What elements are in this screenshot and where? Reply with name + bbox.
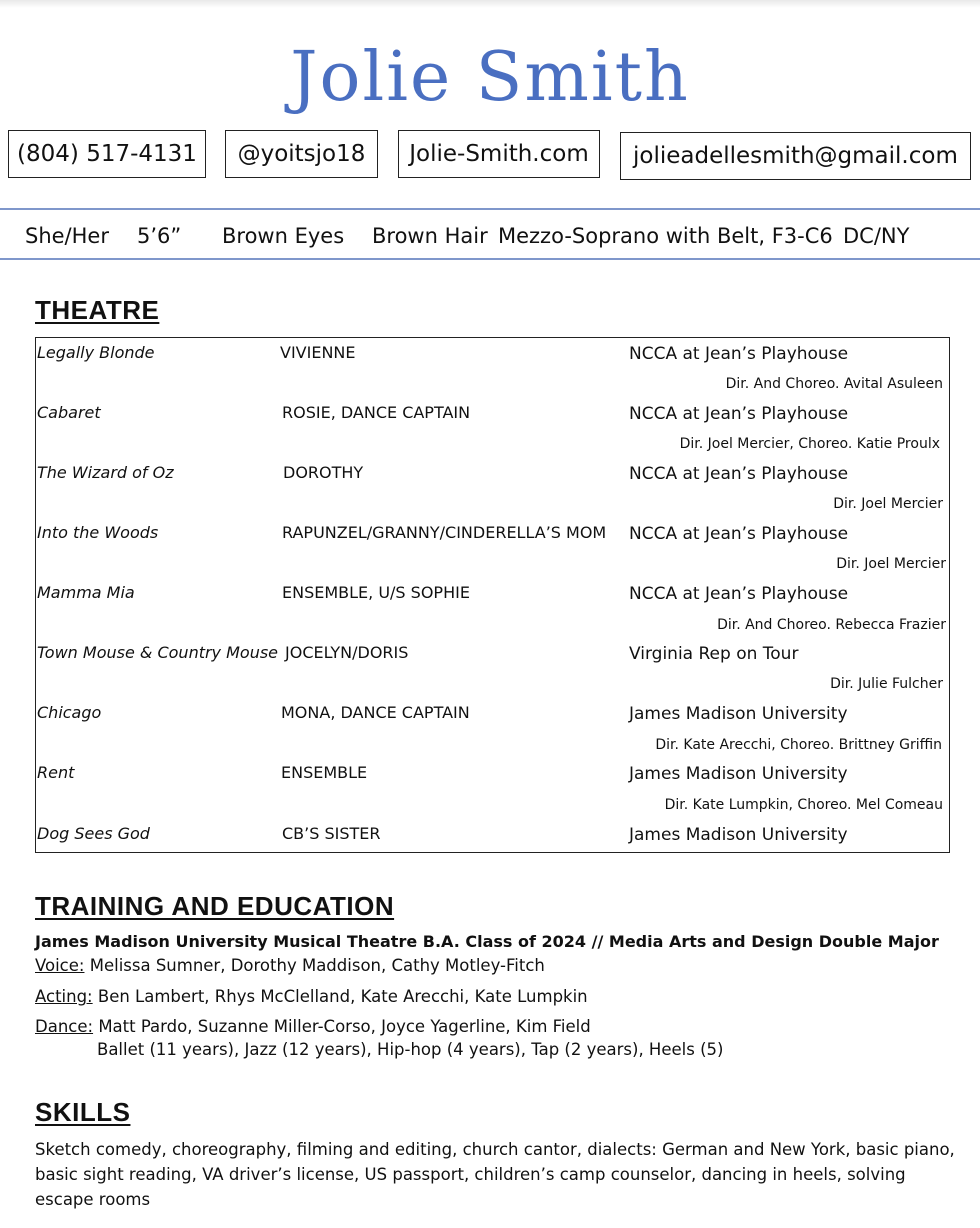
credit-role: ROSIE, DANCE CAPTAIN	[282, 403, 471, 422]
credit-venue: NCCA at Jean’s Playhouse	[629, 584, 849, 604]
theatre-credits-table	[35, 337, 950, 853]
stat-voice-range: Mezzo-Soprano with Belt, F3-C6	[498, 224, 833, 248]
acting-teachers: Ben Lambert, Rhys McClelland, Kate Arecchi, Kate Lumpkin	[97, 987, 588, 1006]
stat-eyes: Brown Eyes	[222, 224, 345, 248]
credit-venue: NCCA at Jean’s Playhouse	[629, 344, 849, 364]
contact-website[interactable]: Jolie-Smith.com	[398, 130, 600, 178]
credit-venue: James Madison University	[629, 825, 848, 845]
credit-show: Dog Sees God	[37, 824, 150, 843]
credit-director: Dir. And Choreo. Rebecca Frazier	[717, 617, 946, 633]
credit-role: RAPUNZEL/GRANNY/CINDERELLA’S MOM	[282, 523, 607, 542]
degree-line: James Madison University Musical Theatre B.A. Class of 2024 // Media Arts and Design Double Major	[35, 932, 939, 951]
theatre-heading: THEATRE	[35, 295, 160, 325]
credit-director: Dir. Kate Arecchi, Choreo. Brittney Griffin	[655, 737, 942, 753]
training-heading: TRAINING AND EDUCATION	[35, 891, 395, 921]
credit-show: Legally Blonde	[37, 343, 155, 362]
stat-location: DC/NY	[843, 224, 910, 248]
dance-label: Dance:	[35, 1017, 94, 1036]
credit-show: Into the Woods	[37, 523, 159, 542]
skills-heading: SKILLS	[35, 1097, 131, 1127]
credit-director: Dir. Joel Mercier	[833, 496, 943, 512]
credit-show: The Wizard of Oz	[37, 463, 174, 482]
voice-label: Voice:	[35, 956, 85, 975]
stat-hair: Brown Hair	[372, 224, 488, 248]
credit-show: Cabaret	[37, 403, 101, 422]
credit-venue: NCCA at Jean’s Playhouse	[629, 524, 849, 544]
credit-director: Dir. Julie Fulcher	[830, 676, 943, 692]
dance-training	[35, 1016, 591, 1038]
credit-director: Dir. Joel Mercier, Choreo. Katie Proulx	[679, 436, 940, 452]
credit-role: VIVIENNE	[280, 343, 356, 362]
page-top-shadow	[0, 0, 980, 8]
credit-director: Dir. Kate Lumpkin, Choreo. Mel Comeau	[664, 797, 943, 813]
credit-venue: NCCA at Jean’s Playhouse	[629, 404, 849, 424]
acting-training	[35, 986, 588, 1008]
resume-name: Jolie Smith	[290, 38, 690, 117]
voice-teachers: Melissa Sumner, Dorothy Maddison, Cathy Motley-Fitch	[89, 956, 545, 975]
stat-pronouns: She/Her	[25, 224, 109, 248]
credit-show: Rent	[37, 763, 75, 782]
credit-venue: NCCA at Jean’s Playhouse	[629, 464, 849, 484]
credit-role: ENSEMBLE, U/S SOPHIE	[282, 583, 470, 602]
credit-director: Dir. And Choreo. Avital Asuleen	[725, 376, 943, 392]
acting-label: Acting:	[35, 987, 93, 1006]
contact-social-handle[interactable]: @yoitsjo18	[225, 130, 378, 178]
credit-venue: James Madison University	[629, 704, 848, 724]
stats-top-rule	[0, 208, 980, 210]
contact-email[interactable]: jolieadellesmith@gmail.com	[620, 132, 971, 180]
credit-role: DOROTHY	[283, 463, 364, 482]
credit-role: JOCELYN/DORIS	[285, 643, 409, 662]
credit-venue: Virginia Rep on Tour	[629, 644, 799, 664]
credit-show: Town Mouse & Country Mouse	[37, 643, 279, 662]
voice-training	[35, 955, 545, 977]
stats-bottom-rule	[0, 258, 980, 260]
credit-venue: James Madison University	[629, 764, 848, 784]
credit-show: Chicago	[37, 703, 102, 722]
credit-role: CB’S SISTER	[282, 824, 381, 843]
stat-height: 5’6”	[137, 224, 182, 248]
credit-role: MONA, DANCE CAPTAIN	[281, 703, 470, 722]
dance-styles: Ballet (11 years), Jazz (12 years), Hip-hop (4 years), Tap (2 years), Heels (5)	[97, 1040, 724, 1059]
credit-show: Mamma Mia	[37, 583, 135, 602]
dance-teachers: Matt Pardo, Suzanne Miller-Corso, Joyce Yagerline, Kim Field	[98, 1017, 591, 1036]
credit-director: Dir. Joel Mercier	[836, 556, 946, 572]
credit-role: ENSEMBLE	[281, 763, 368, 782]
skills-text: Sketch comedy, choreography, filming and editing, church cantor, dialects: German and New York, basic piano, basic sight reading, VA driver’s license, US passport, children’s camp counselor, dancing in heels, solving escape rooms	[35, 1140, 955, 1209]
contact-phone[interactable]: (804) 517-4131	[8, 130, 206, 178]
